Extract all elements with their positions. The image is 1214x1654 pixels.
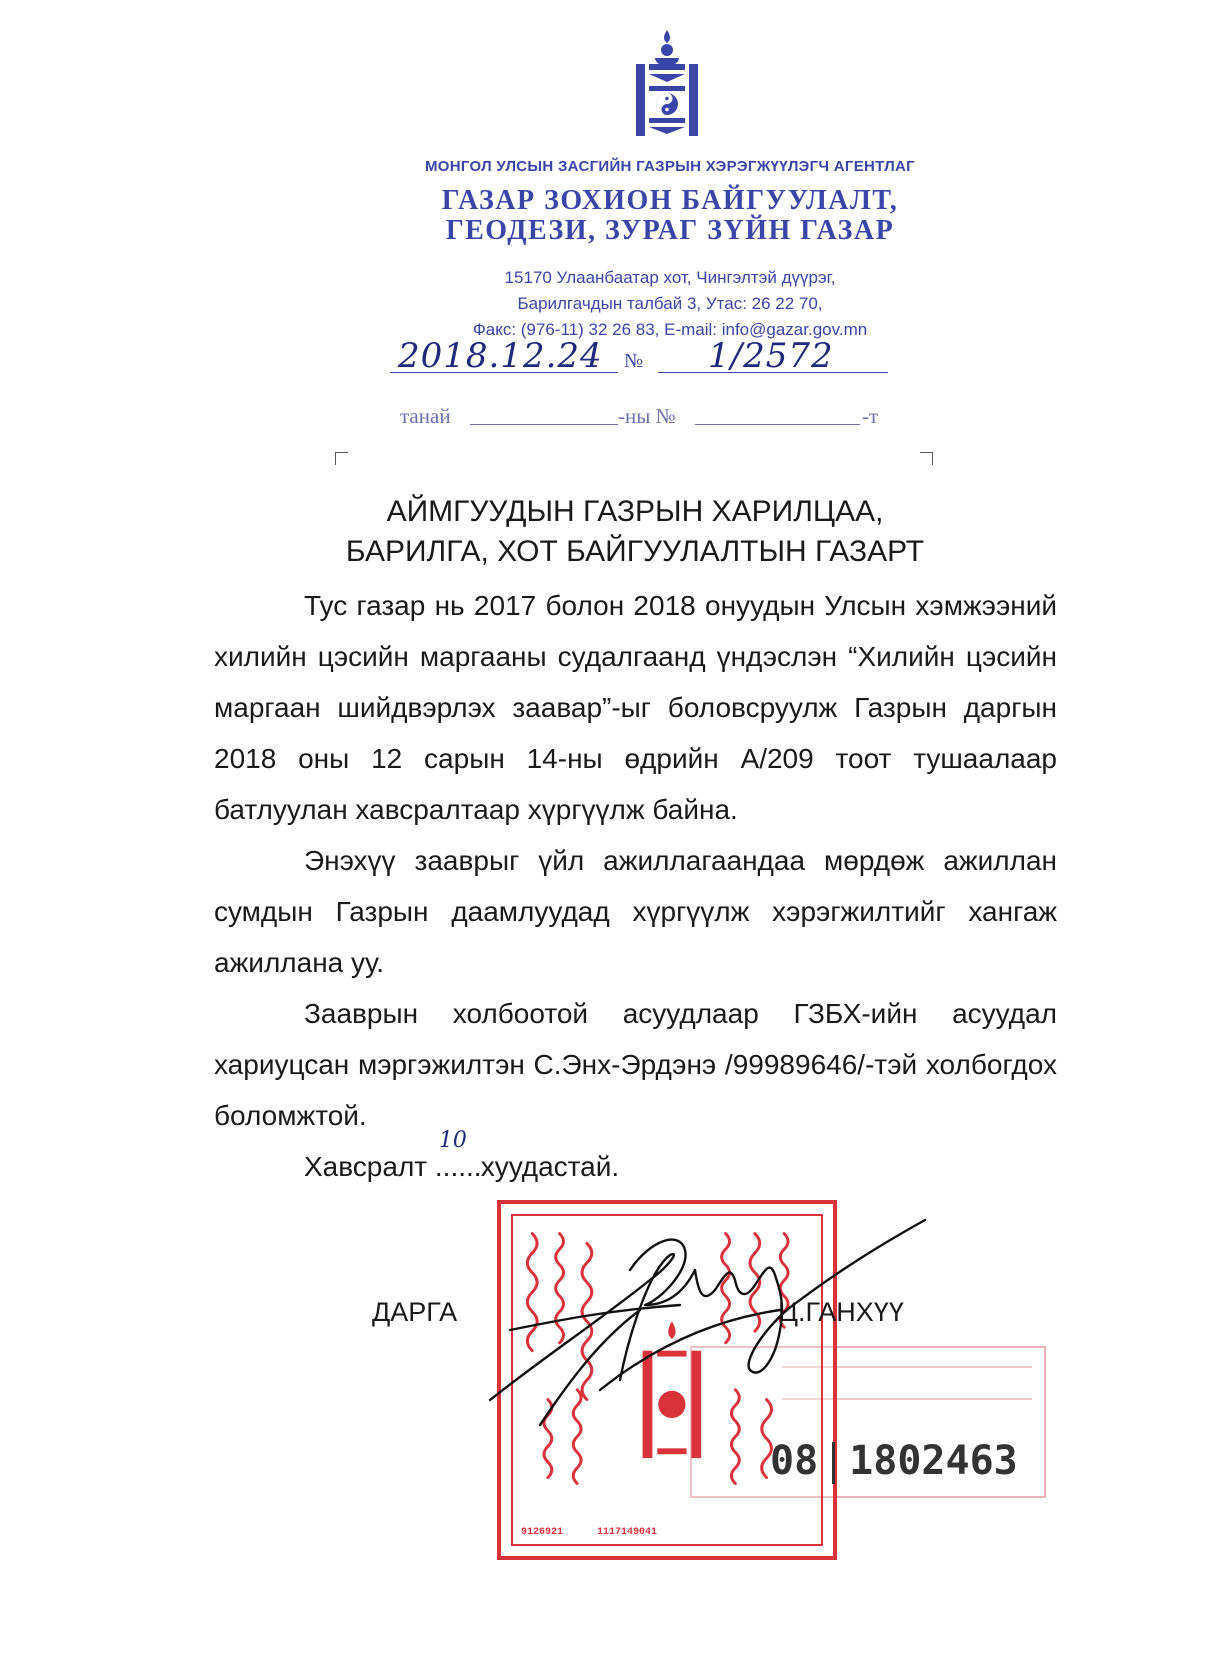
attachment-dots: ......	[434, 1151, 482, 1182]
reference-middle: -ны №	[618, 404, 676, 428]
organization-name-line2: ГЕОДЕЗИ, ЗУРАГ ЗҮЙН ГАЗАР	[445, 215, 895, 246]
serial-divider	[832, 1442, 835, 1484]
date-underline	[390, 372, 618, 373]
recipient-corner-left	[335, 452, 348, 465]
address-line3: Факс: (976-11) 32 26 83, E-mail: info@gazar.gov.mn	[472, 320, 868, 339]
registry-serial	[770, 1438, 1018, 1484]
reference-suffix: -т	[862, 404, 879, 428]
serial-number: 1802463	[849, 1438, 1018, 1484]
organization-name	[300, 186, 1040, 246]
attachment-count-field	[434, 1128, 482, 1192]
attachment-prefix: Хавсралт	[304, 1151, 428, 1182]
contact-address	[300, 265, 1040, 343]
attachment-line	[214, 1128, 1057, 1192]
organization-name-line1: ГАЗАР ЗОХИОН БАЙГУУЛАЛТ,	[441, 185, 899, 216]
reference-date-blank	[470, 424, 618, 425]
attachment-suffix: хуудастай.	[480, 1151, 620, 1182]
recipient-corner-right	[920, 452, 933, 465]
seal-code-left: 9126921	[521, 1527, 564, 1538]
attachment-count: 10	[438, 1128, 467, 1153]
address-line2: Барилгачдын талбай 3, Утас: 26 22 70,	[517, 294, 823, 313]
recipient-address	[210, 492, 1060, 572]
signatory-name: Ц.ГАНХҮҮ	[778, 1297, 904, 1327]
agency-name: МОНГОЛ УЛСЫН ЗАСГИЙН ГАЗРЫН ХЭРЭГЖҮҮЛЭГЧ АГЕНТЛАГ	[425, 158, 915, 175]
registration-line	[390, 336, 940, 390]
address-line1: 15170 Улаанбаатар хот, Чингэлтэй дүүрэг,	[504, 268, 836, 287]
recipient-line2: БАРИЛГА, ХОТ БАЙГУУЛАЛТЫН ГАЗАРТ	[345, 535, 925, 568]
reference-number-blank	[695, 424, 860, 425]
letter-date: 2018.12.24	[398, 336, 603, 376]
reference-prefix: танай	[400, 404, 451, 428]
letter-number: 1/2572	[708, 336, 834, 376]
recipient-line1: АЙМГУУДЫН ГАЗРЫН ХАРИЛЦАА,	[386, 495, 884, 528]
soyombo-emblem-icon	[636, 28, 698, 140]
signatory-title: ДАРГА	[372, 1297, 458, 1327]
body-paragraph-3: Зааврын холбоотой асуудлаар ГЗБХ-ийн асуудал хариуцсан мэргэжилтэн С.Энх-Эрдэнэ /99989646/-тэй холбогдох боломжтой.	[214, 998, 1057, 1131]
number-sign: №	[624, 350, 644, 372]
reference-line	[400, 404, 940, 434]
handwritten-signature-icon	[480, 1210, 940, 1440]
number-underline	[658, 372, 888, 373]
seal-code-right: 1117149041	[597, 1527, 658, 1538]
serial-prefix: 08	[770, 1438, 819, 1484]
body-paragraph-2: Энэхүү зааврыг үйл ажиллагаандаа мөрдөж ажиллан сумдын Газрын даамлуудад хүргүүлж хэрэгжилтийг хангаж ажиллана уу.	[214, 845, 1057, 978]
body-paragraph-1: Тус газар нь 2017 болон 2018 онуудын Улсын хэмжээний хилийн цэсийн маргааны судалгаанд үндэслэн “Хилийн цэсийн маргаан шийдвэрлэх заавар”-ыг боловсруулж Газрын даргын 2018 оны 12 сарын 14-ны өдрийн А/209 тоот тушаалаар батлуулан хавсралтаар хүргүүлж байна.	[214, 590, 1057, 825]
letter-body	[214, 580, 1057, 1192]
